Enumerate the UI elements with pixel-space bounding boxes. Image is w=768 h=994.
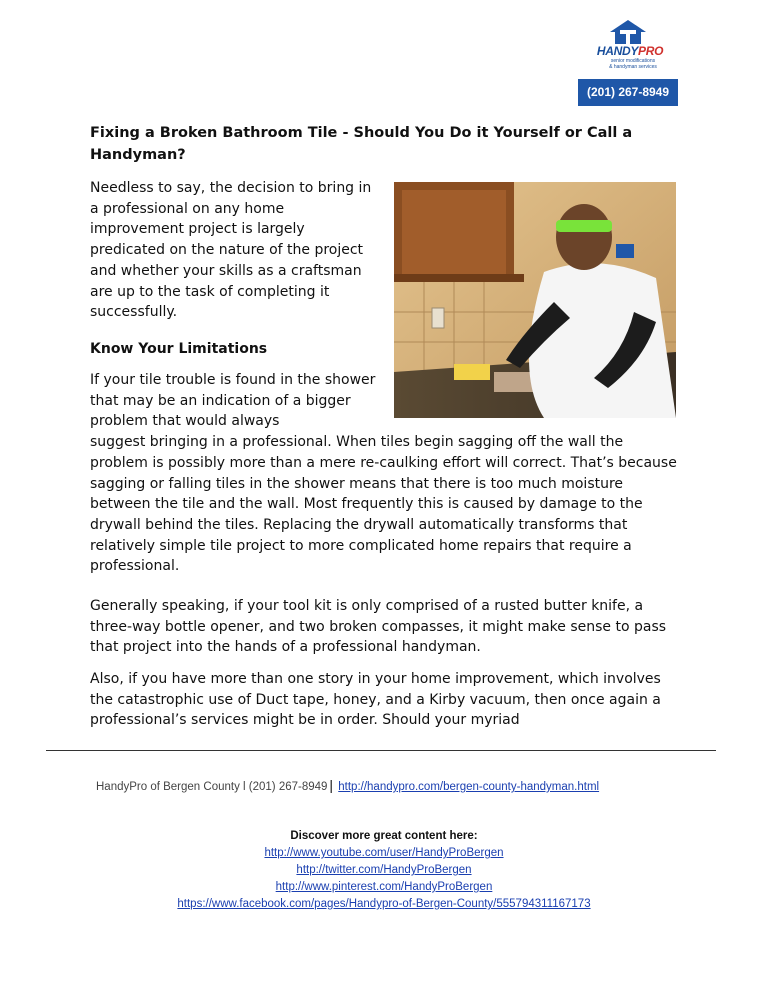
house-icon: [608, 19, 648, 45]
discover-heading: Discover more great content here:: [290, 830, 478, 842]
footer-contact-line: [96, 777, 696, 793]
pinterest-link[interactable]: http://www.pinterest.com/HandyProBergen: [275, 881, 493, 893]
youtube-link[interactable]: http://www.youtube.com/user/HandyProBergen: [264, 847, 504, 859]
intro-paragraph: Needless to say, the decision to bring in a professional on any home improvement project is largely predicated on the nature of the project and whether your skills as a craftsman are up to the task of completing it successfully.: [90, 180, 372, 321]
footer-company: HandyPro of Bergen County l (201) 267-8949: [96, 781, 328, 793]
footer-website-link[interactable]: http://handypro.com/bergen-county-handyman.html: [338, 781, 600, 793]
paragraph-2: [90, 370, 680, 577]
footer-separator: |: [329, 777, 334, 793]
footer-divider: [46, 750, 716, 751]
logo-phone-number: (201) 267-8949: [578, 79, 678, 106]
paragraph-2-full-width-part: suggest bringing in a professional. When tiles begin sagging off the wall the problem is possibly more than a mere re-caulking effort will correct. That’s because sagging or falling tiles in the shower means that there is too much moisture between the tile and the wall. Most frequently this is caused by damage to the drywall behind the tiles. Replacing the drywall automatically transforms that relatively simple tile project to more complicated home repairs that require a professional.: [90, 434, 677, 575]
facebook-link[interactable]: https://www.facebook.com/pages/Handypro-of-Bergen-County/555794311167173: [177, 898, 591, 910]
handypro-logo: [578, 16, 678, 106]
logo-tagline: senior modifications & handyman services: [609, 58, 657, 70]
paragraph-3: Generally speaking, if your tool kit is only comprised of a rusted butter knife, a three-way bottle opener, and two broken compasses, it might make sense to pass that project into the hands of a professional handyman.: [90, 598, 667, 656]
paragraph-2-wrapped-part: If your tile trouble is found in the shower that may be an indication of a bigger problem that would always: [90, 372, 376, 430]
section-heading: Know Your Limitations: [90, 341, 268, 357]
article-title: Fixing a Broken Bathroom Tile - Should You Do it Yourself or Call a Handyman?: [90, 125, 633, 163]
discover-section: [0, 828, 768, 913]
twitter-link[interactable]: http://twitter.com/HandyProBergen: [296, 864, 472, 876]
paragraph-4: Also, if you have more than one story in your home improvement, which involves the catastrophic use of Duct tape, honey, and a Kirby vacuum, then once again a professional’s services might be in order. Should your myriad: [90, 671, 661, 729]
logo-brand-name: HANDYPRO: [596, 44, 664, 58]
logo-emblem: [578, 16, 678, 78]
